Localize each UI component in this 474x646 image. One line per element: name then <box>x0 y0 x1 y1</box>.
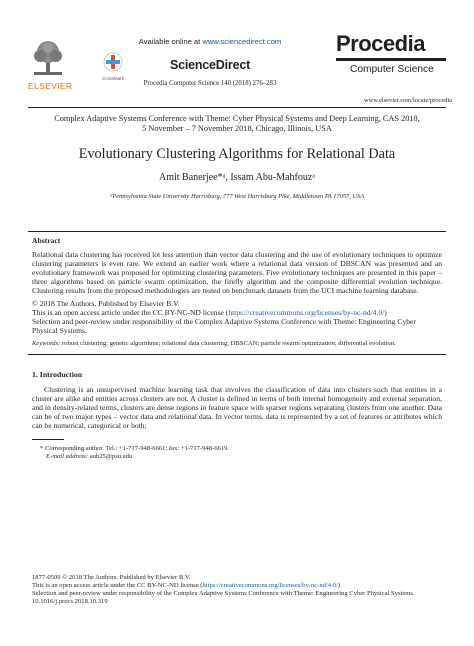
available-online <box>120 38 300 47</box>
journal-url[interactable]: www.elsevier.com/locate/procedia <box>364 97 452 104</box>
license-line <box>32 308 442 317</box>
email-label: E-mail address: <box>46 453 89 460</box>
issn-line: 1877-0509 © 2018 The Authors. Published by Elsevier B.V. <box>32 574 191 581</box>
conference-line-2: 5 November – 7 November 2018, Chicago, Illinois, USA <box>142 124 332 133</box>
abstract-top-divider <box>28 231 446 232</box>
elsevier-tree-icon <box>28 38 68 78</box>
sciencedirect-link[interactable]: www.sciencedirect.com <box>202 37 282 46</box>
email-address[interactable]: aub25@psu.edu <box>88 453 133 460</box>
license-prefix: This is an open access article under the CC BY-NC-ND license ( <box>32 308 229 318</box>
bottom-license-prefix: This is an open access article under the CC BY-NC-ND license ( <box>32 582 203 589</box>
sciencedirect-wordmark: ScienceDirect <box>169 58 251 72</box>
intro-heading: 1. Introduction <box>32 370 83 379</box>
paper-authors: Amit Banerjee*ᵃ, Issam Abu-Mahfouzᵃ <box>159 172 315 183</box>
peer-review-line: Selection and peer-review under responsibility of the Complex Adaptive Systems Conference with Theme: Engineering Cyber Physical Systems. <box>32 317 416 336</box>
procedia-subtitle: Computer Science <box>336 58 446 76</box>
crossmark-label: CrossMark <box>102 76 124 81</box>
keywords-label: Keywords: <box>32 340 61 347</box>
abstract-heading: Abstract <box>32 236 61 245</box>
journal-reference: Procedia Computer Science 140 (2018) 276–283 <box>143 80 277 87</box>
publisher-label: ELSEVIER <box>28 81 73 91</box>
abstract-text: Relational data clustering has received lot less attention than vector data clustering and the use of evolutionary techniques to optimize clustering parameters is even rare. We extend an earlier work where a relational data version of DBSCAN was presented and an evolutionary framework was proposed for optimizing clustering parameters. Five evolutionary techniques are presented in this paper – three algorithms based on particle swarm optimization, the firefly algorithm and the composite differential evolution technique. Clustering results from the proposed methodologies are tested on benchmark datasets from the UCI machine learning database. <box>32 250 442 296</box>
paper-title: Evolutionary Clustering Algorithms for Relational Data <box>78 146 396 162</box>
footnote-divider <box>32 439 64 440</box>
paper-affiliation: ᵃPennsylvania State University Harrisburg, 777 West Harrisburg Pike, Middletown PA 17057, USA <box>109 193 365 200</box>
conference-info <box>28 114 446 134</box>
intro-text: Clustering is an unsupervised machine learning task that involves the classification of data into clusters such that entities in a cluster are alike and entities across clusters are not. A cluster is defined in terms of both internal homogeneity and external separation, and in density-related terms, clusters are dense regions in feature space with sparser regions separating clusters from one another. Data can be of two major types – vector data and relational data. In vector terms, data is represented by a set of features or attributes which can be numerical, categorical or both; <box>32 385 442 431</box>
bottom-meta <box>32 574 442 606</box>
elsevier-logo <box>28 38 73 91</box>
abstract-license-block <box>32 299 442 335</box>
bottom-license-link[interactable]: https://creativecommons.org/licenses/by-nc-nd/4.0/ <box>202 582 338 589</box>
license-suffix: ) <box>384 308 387 318</box>
crossmark-logo[interactable] <box>100 52 126 81</box>
bottom-license-line <box>32 582 442 590</box>
bottom-peer-review: Selection and peer-review under responsibility of the Complex Adaptive Systems Conference with Theme: Engineering Cyber Physical Systems. <box>32 590 415 597</box>
copyright-line: © 2018 The Authors. Published by Elsevier B.V. <box>32 299 180 308</box>
crossmark-icon <box>103 52 123 72</box>
email-line <box>40 453 440 461</box>
keywords-text: robust clustering; genetic algorithms; relational data clustering; DBSCAN; particle swarm optimization; differential evolution. <box>60 340 396 347</box>
procedia-logo <box>336 32 446 84</box>
abstract-bottom-divider <box>28 354 446 355</box>
available-online-text: Available online at <box>138 37 203 46</box>
conference-line-1: Complex Adaptive Systems Conference with Theme: Cyber Physical Systems and Deep Learning, CAS 2018, <box>54 114 420 123</box>
corresponding-author: * Corresponding author. Tel.: +1-717-948-6661; fax: +1-717-948-6619. <box>40 445 230 452</box>
footnote <box>40 445 440 461</box>
keywords-line <box>32 340 442 348</box>
doi-line[interactable]: 10.1016/j.procs.2018.10.319 <box>32 598 108 605</box>
procedia-title: Procedia <box>336 31 425 56</box>
header-divider <box>28 107 446 108</box>
bottom-license-suffix: ) <box>337 582 341 589</box>
license-link[interactable]: https://creativecommons.org/licenses/by-nc-nd/4.0/ <box>228 308 385 318</box>
